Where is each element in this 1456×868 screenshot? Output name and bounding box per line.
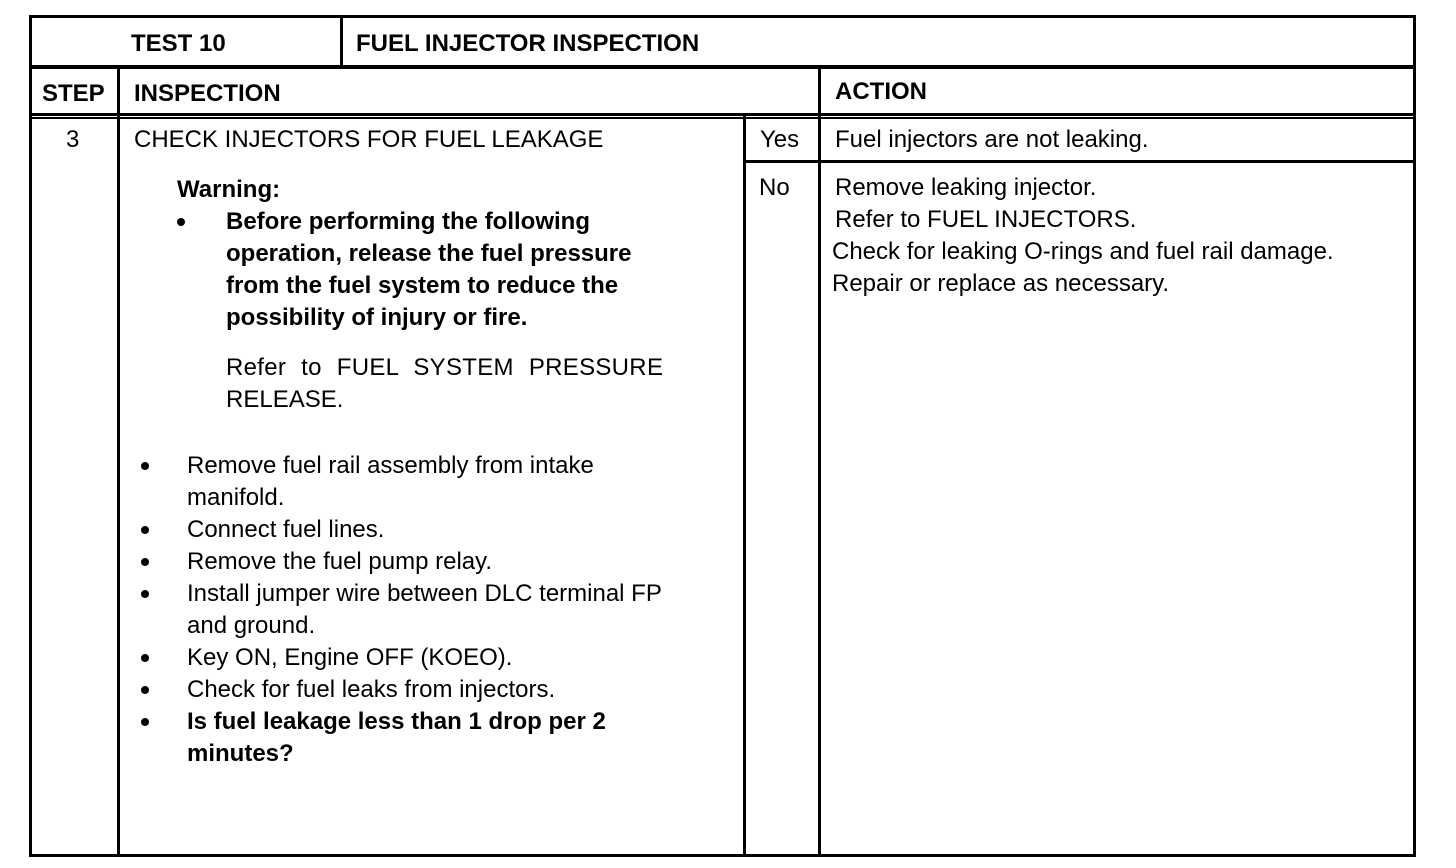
no-action-line: Check for leaking O-rings and fuel rail damage. bbox=[832, 238, 1334, 265]
step-column-divider bbox=[117, 67, 120, 857]
yes-label: Yes bbox=[760, 126, 800, 153]
test-label-divider bbox=[340, 15, 343, 67]
inspection-column-heading: INSPECTION bbox=[134, 80, 281, 107]
procedure-question-line: Is fuel leakage less than 1 drop per 2 bbox=[187, 708, 606, 735]
yes-no-divider bbox=[743, 160, 1416, 163]
procedure-bullet bbox=[141, 462, 149, 470]
procedure-bullet bbox=[141, 654, 149, 662]
yes-no-column-divider bbox=[743, 116, 746, 857]
header-divider bbox=[29, 65, 1416, 69]
no-action-line: Refer to FUEL INJECTORS. bbox=[835, 206, 1137, 233]
step-number: 3 bbox=[66, 126, 80, 153]
step-column-heading: STEP bbox=[42, 80, 105, 107]
column-header-divider bbox=[29, 113, 1416, 116]
procedure-bullet bbox=[141, 526, 149, 534]
procedure-line: Remove fuel rail assembly from intake bbox=[187, 452, 594, 479]
action-column-divider bbox=[818, 67, 821, 857]
warning-text-line: from the fuel system to reduce the bbox=[226, 272, 619, 299]
test-label: TEST 10 bbox=[131, 30, 226, 57]
warning-text-line: operation, release the fuel pressure bbox=[226, 240, 632, 267]
procedure-line: Install jumper wire between DLC terminal FP bbox=[187, 580, 662, 607]
procedure-bullet bbox=[141, 558, 149, 566]
warning-refer-line: Refer to FUEL SYSTEM PRESSURE bbox=[226, 354, 664, 381]
test-title: FUEL INJECTOR INSPECTION bbox=[356, 30, 700, 57]
procedure-bullet bbox=[141, 686, 149, 694]
warning-text-line: Before performing the following bbox=[226, 208, 590, 235]
no-label: No bbox=[759, 174, 790, 201]
procedure-line: Connect fuel lines. bbox=[187, 516, 385, 543]
warning-bullet bbox=[177, 218, 185, 226]
yes-action-line: Fuel injectors are not leaking. bbox=[835, 126, 1149, 153]
warning-text-line: possibility of injury or fire. bbox=[226, 304, 528, 331]
procedure-bullet bbox=[141, 590, 149, 598]
procedure-line: Check for fuel leaks from injectors. bbox=[187, 676, 556, 703]
warning-refer-line: RELEASE. bbox=[226, 386, 344, 413]
procedure-bullet bbox=[141, 718, 149, 726]
warning-label: Warning: bbox=[177, 176, 281, 203]
procedure-line: Key ON, Engine OFF (KOEO). bbox=[187, 644, 513, 671]
body-top-divider bbox=[29, 117, 1416, 119]
no-action-line: Repair or replace as necessary. bbox=[832, 270, 1170, 297]
procedure-line: and ground. bbox=[187, 612, 316, 639]
procedure-question-line: minutes? bbox=[187, 740, 294, 767]
no-action-line: Remove leaking injector. bbox=[835, 174, 1097, 201]
step-title: CHECK INJECTORS FOR FUEL LEAKAGE bbox=[134, 126, 604, 153]
action-column-heading: ACTION bbox=[835, 78, 927, 105]
procedure-line: manifold. bbox=[187, 484, 285, 511]
procedure-line: Remove the fuel pump relay. bbox=[187, 548, 493, 575]
